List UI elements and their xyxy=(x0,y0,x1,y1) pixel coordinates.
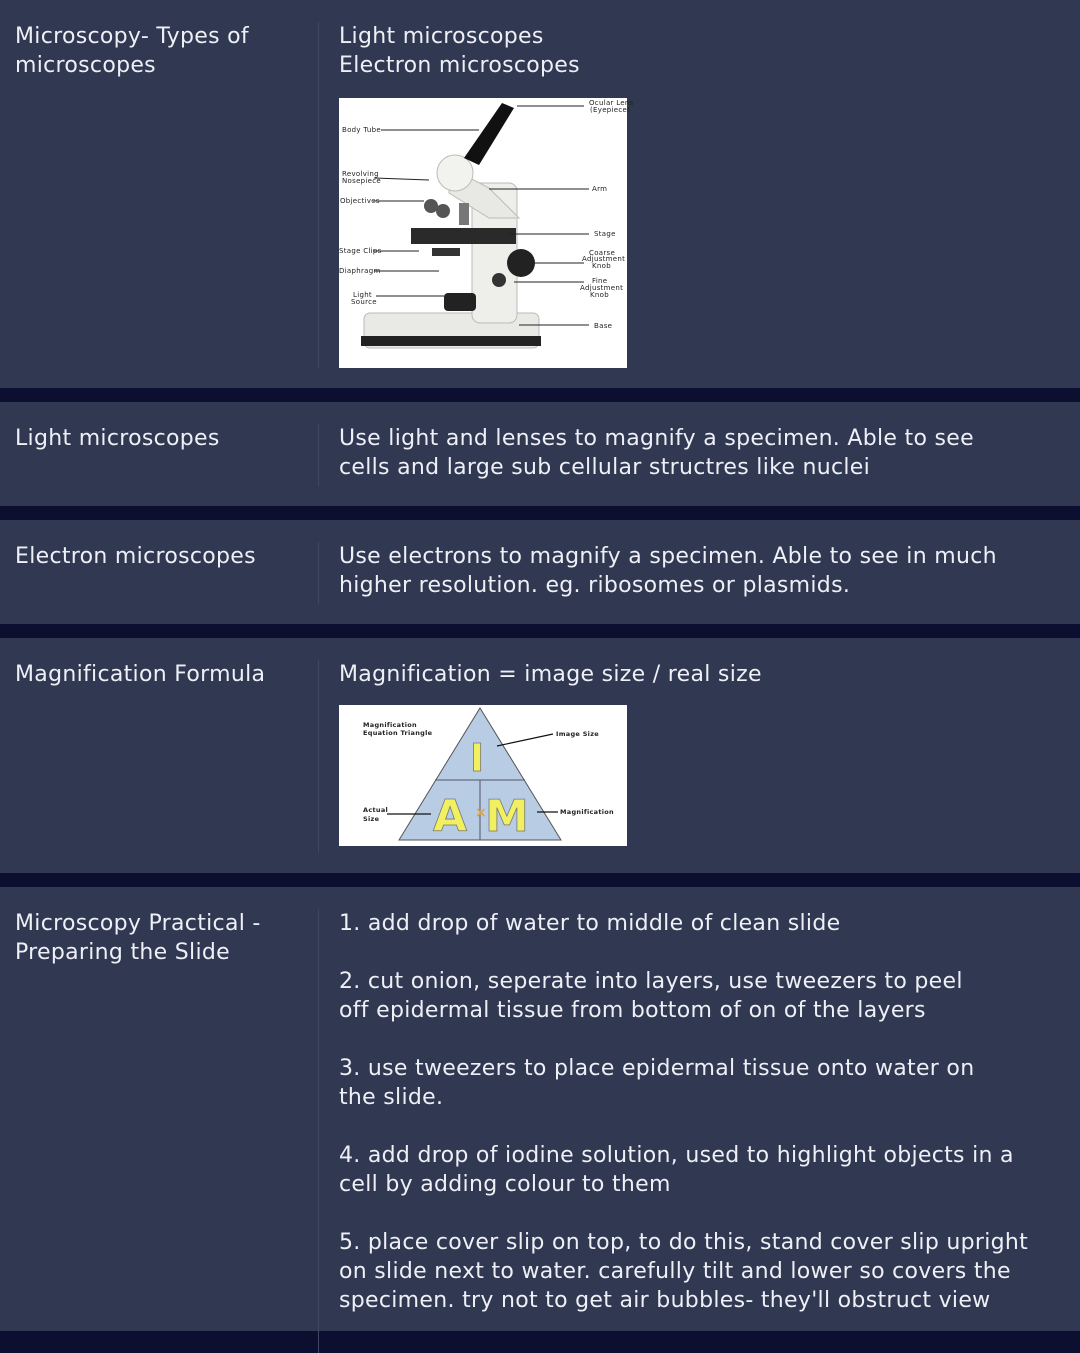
svg-text:Objectives: Objectives xyxy=(340,197,380,205)
svg-text:Knob: Knob xyxy=(590,291,609,299)
definition-line: Electron microscopes xyxy=(339,53,580,78)
step-1: 1. add drop of water to middle of clean slide xyxy=(339,911,841,936)
step-2: 2. cut onion, seperate into layers, use tweezers to peel off epidermal tissue from bottom of on of the layers xyxy=(339,969,963,1023)
term: Microscopy Practical - Preparing the Slide xyxy=(15,911,261,965)
definition: Use electrons to magnify a specimen. Able to see in much higher resolution. eg. ribosomes or plasmids. xyxy=(339,544,997,598)
svg-text:Base: Base xyxy=(594,322,613,330)
svg-text:Actual: Actual xyxy=(363,806,389,814)
row-practical xyxy=(0,887,1080,1331)
microscope-diagram-image xyxy=(339,98,634,368)
divider xyxy=(318,22,319,368)
svg-text:Equation Triangle: Equation Triangle xyxy=(363,729,433,737)
step-3: 3. use tweezers to place epidermal tissue onto water on the slide. xyxy=(339,1056,975,1110)
step-4: 4. add drop of iodine solution, used to highlight objects in a cell by adding colour to them xyxy=(339,1143,1014,1197)
svg-text:I: I xyxy=(470,736,485,780)
svg-text:Stage: Stage xyxy=(594,230,616,238)
term: Electron microscopes xyxy=(15,544,256,569)
divider xyxy=(318,909,319,1353)
svg-text:Image Size: Image Size xyxy=(556,730,600,738)
term: Light microscopes xyxy=(15,426,220,451)
svg-text:Arm: Arm xyxy=(592,185,608,193)
svg-text:Body Tube: Body Tube xyxy=(342,126,381,134)
svg-text:Magnification: Magnification xyxy=(363,721,417,729)
definition: Magnification = image size / real size xyxy=(339,662,762,687)
svg-text:Light: Light xyxy=(353,291,372,299)
svg-text:Fine: Fine xyxy=(592,277,608,285)
svg-text:Coarse: Coarse xyxy=(589,249,616,257)
svg-text:Stage Clips: Stage Clips xyxy=(339,247,382,255)
row-light xyxy=(0,402,1080,506)
row-electron xyxy=(0,520,1080,624)
svg-text:A: A xyxy=(433,791,468,842)
svg-text:×: × xyxy=(475,805,488,821)
steps-list xyxy=(339,909,1054,1344)
term: Microscopy- Types of microscopes xyxy=(15,24,249,78)
svg-text:Source: Source xyxy=(351,298,377,306)
divider xyxy=(318,424,319,486)
divider xyxy=(318,660,319,853)
definition-line: Light microscopes xyxy=(339,24,544,49)
row-types xyxy=(0,0,1080,388)
svg-text:(Eyepiece): (Eyepiece) xyxy=(590,106,631,114)
row-magnification xyxy=(0,638,1080,873)
svg-text:Adjustment: Adjustment xyxy=(582,255,626,263)
svg-text:Diaphragm: Diaphragm xyxy=(339,267,381,275)
term: Magnification Formula xyxy=(15,662,266,687)
definition: Use light and lenses to magnify a specimen. Able to see cells and large sub cellular structres like nuclei xyxy=(339,426,974,480)
divider xyxy=(318,542,319,604)
svg-text:Size: Size xyxy=(363,815,380,823)
magnification-triangle-image xyxy=(339,705,627,846)
svg-text:Knob: Knob xyxy=(592,262,611,270)
svg-text:Ocular Lens: Ocular Lens xyxy=(589,99,634,107)
svg-text:M: M xyxy=(485,791,530,842)
svg-text:Nosepiece: Nosepiece xyxy=(342,177,382,185)
step-5: 5. place cover slip on top, to do this, stand cover slip upright on slide next to water. carefully tilt and lower so covers the specimen. try not to get air bubbles- they'll obstruct view xyxy=(339,1230,1029,1313)
svg-text:Revolving: Revolving xyxy=(342,170,379,178)
svg-text:Adjustment: Adjustment xyxy=(580,284,624,292)
svg-text:Magnification: Magnification xyxy=(560,808,614,816)
